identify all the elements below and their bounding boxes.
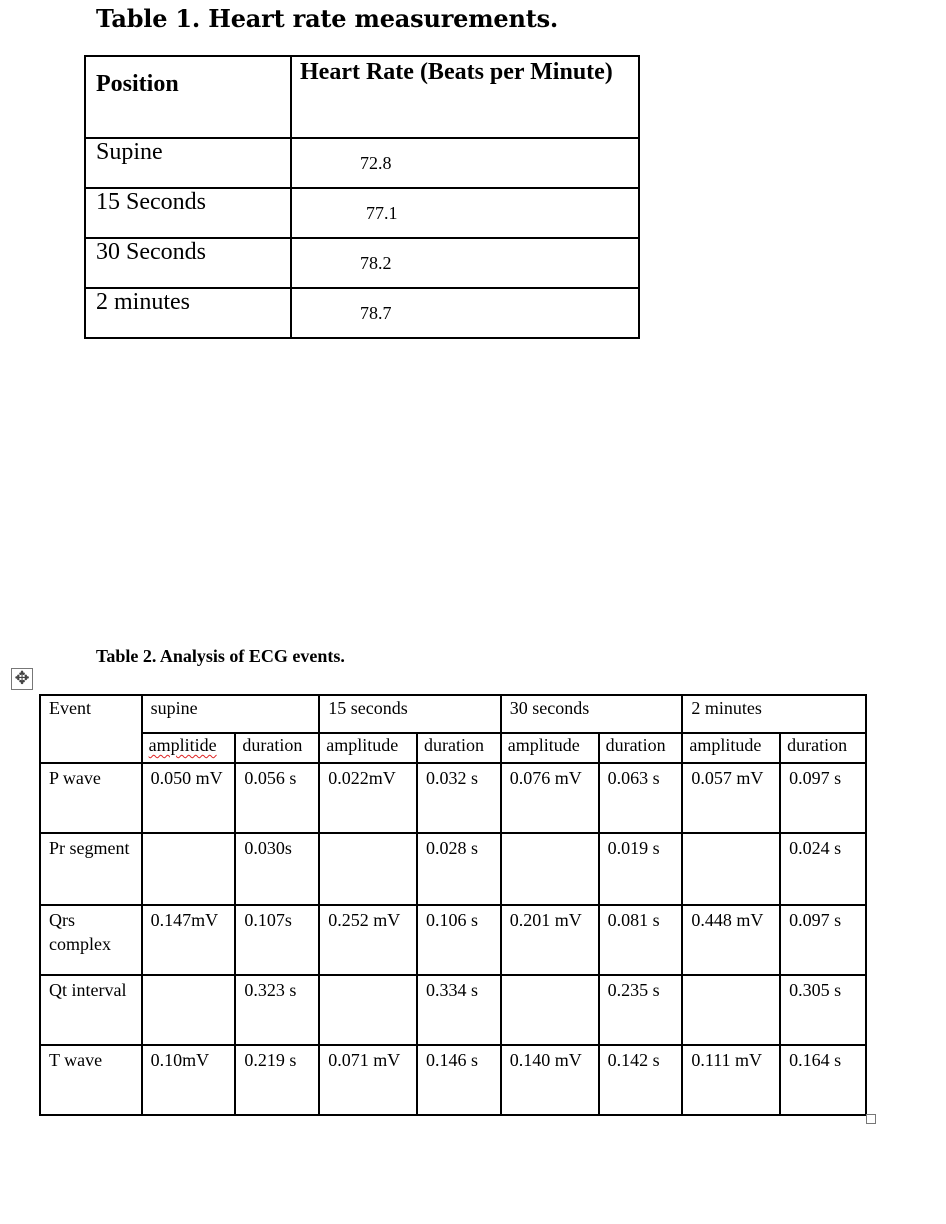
value-cell: 0.081 s (599, 905, 683, 975)
table-header-row (85, 56, 639, 138)
value-cell: 0.252 mV (319, 905, 417, 975)
subheader-duration (417, 733, 501, 763)
subheader-amplitude (501, 733, 599, 763)
value-cell: 0.076 mV (501, 763, 599, 833)
value-cell: 0.028 s (417, 833, 501, 905)
value-cell (142, 833, 236, 905)
value-cell: 0.10mV (142, 1045, 236, 1115)
subheader-text: amplitude (326, 735, 399, 755)
value-cell: 0.448 mV (682, 905, 780, 975)
subheader-text: amplitude (689, 735, 762, 755)
subheader-text: amplitide (148, 735, 217, 755)
table-row (85, 188, 639, 238)
group-header-15-seconds: 15 seconds (319, 695, 501, 733)
value-cell: 0.024 s (780, 833, 866, 905)
event-label: Qt interval (40, 975, 142, 1045)
value-cell: 0.030s (235, 833, 319, 905)
header-heart-rate: Heart Rate (Beats per Minute) (291, 56, 639, 138)
subheader-amplitude (142, 733, 236, 763)
event-label: Qrs complex (40, 905, 142, 975)
table-row (40, 763, 866, 833)
subheader-duration (235, 733, 319, 763)
value-cell: 0.071 mV (319, 1045, 417, 1115)
table1-caption: Table 1. Heart rate measurements. (96, 4, 559, 33)
value-cell: 0.107s (235, 905, 319, 975)
value-cell: 0.235 s (599, 975, 683, 1045)
heart-rate-table (84, 55, 640, 339)
value-cell: 0.146 s (417, 1045, 501, 1115)
value-cell: 0.057 mV (682, 763, 780, 833)
table-row (85, 138, 639, 188)
header-event: Event (40, 695, 142, 763)
value-cell: 0.111 mV (682, 1045, 780, 1115)
subheader-duration (780, 733, 866, 763)
subheader-text: duration (787, 735, 848, 755)
value-cell: 0.019 s (599, 833, 683, 905)
position-cell: 15 Seconds (85, 188, 291, 238)
value-cell: 0.147mV (142, 905, 236, 975)
value-cell: 0.142 s (599, 1045, 683, 1115)
subheader-text: amplitude (507, 735, 580, 755)
position-cell: Supine (85, 138, 291, 188)
ecg-analysis-table (39, 694, 867, 1116)
subheader-text: duration (242, 735, 303, 755)
subheader-text: duration (605, 735, 666, 755)
value-cell: 0.097 s (780, 905, 866, 975)
heart-rate-cell: 78.2 (291, 238, 639, 288)
value-cell: 0.032 s (417, 763, 501, 833)
group-header-row (40, 695, 866, 733)
value-cell: 0.063 s (599, 763, 683, 833)
value-cell: 0.106 s (417, 905, 501, 975)
subheader-amplitude (319, 733, 417, 763)
value-cell (501, 833, 599, 905)
subheader-duration (599, 733, 683, 763)
event-label: T wave (40, 1045, 142, 1115)
value-cell (319, 833, 417, 905)
subheader-text: duration (424, 735, 484, 755)
subheader-row (40, 733, 866, 763)
value-cell (319, 975, 417, 1045)
move-arrows-icon[interactable]: ✥ (11, 668, 33, 690)
value-cell: 0.201 mV (501, 905, 599, 975)
table-row (40, 905, 866, 975)
table-row (40, 1045, 866, 1115)
position-cell: 2 minutes (85, 288, 291, 338)
value-cell (142, 975, 236, 1045)
event-label: Pr segment (40, 833, 142, 905)
group-header-2-minutes: 2 minutes (682, 695, 866, 733)
subheader-amplitude (682, 733, 780, 763)
table-row (40, 975, 866, 1045)
heart-rate-cell: 72.8 (291, 138, 639, 188)
group-header-30-seconds: 30 seconds (501, 695, 683, 733)
resize-square-icon[interactable] (866, 1114, 876, 1124)
header-position: Position (85, 56, 291, 138)
value-cell (682, 975, 780, 1045)
value-cell: 0.140 mV (501, 1045, 599, 1115)
table-row (85, 288, 639, 338)
heart-rate-cell: 77.1 (291, 188, 639, 238)
value-cell: 0.305 s (780, 975, 866, 1045)
value-cell: 0.164 s (780, 1045, 866, 1115)
value-cell: 0.056 s (235, 763, 319, 833)
event-label: P wave (40, 763, 142, 833)
value-cell: 0.323 s (235, 975, 319, 1045)
value-cell: 0.219 s (235, 1045, 319, 1115)
value-cell: 0.334 s (417, 975, 501, 1045)
value-cell: 0.050 mV (142, 763, 236, 833)
group-header-supine: supine (142, 695, 320, 733)
table-row (40, 833, 866, 905)
value-cell (501, 975, 599, 1045)
value-cell: 0.022mV (319, 763, 417, 833)
value-cell (682, 833, 780, 905)
table-row (85, 238, 639, 288)
value-cell: 0.097 s (780, 763, 866, 833)
position-cell: 30 Seconds (85, 238, 291, 288)
table2-caption: Table 2. Analysis of ECG events. (96, 646, 345, 666)
heart-rate-cell: 78.7 (291, 288, 639, 338)
